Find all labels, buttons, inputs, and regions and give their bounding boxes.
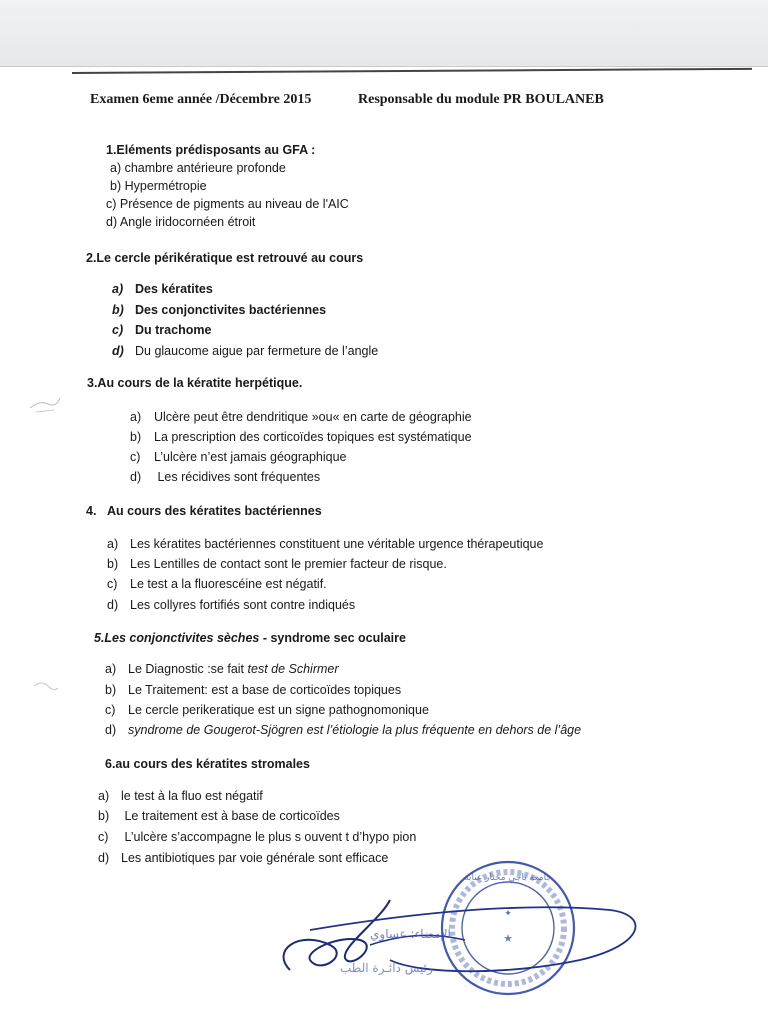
stamp-arabic-line-2: رئيس دائـرة الطب: [340, 961, 433, 975]
q1-option-a: a) chambre antérieure profonde: [110, 161, 286, 175]
question-4-title: 4. Au cours des kératites bactériennes: [86, 504, 322, 518]
question-1-title: 1.Eléments prédisposants au GFA :: [106, 143, 316, 157]
question-5-title: 5.Les conjonctivites sèches - syndrome sec oculaire: [94, 631, 406, 645]
q5-option-a: a) Le Diagnostic :se fait test de Schirmer: [105, 662, 339, 676]
stamp-ring-text: جامعة باجي مختار عنابة: [464, 873, 552, 883]
svg-text:✦: ✦: [504, 909, 512, 919]
stamp-arabic-line-1: الإمضاء: عساوي: [370, 927, 451, 941]
q5-option-c: c) Le cercle perikeratique est un signe pathognomonique: [105, 703, 429, 717]
question-3-title: 3.Au cours de la kératite herpétique.: [87, 376, 303, 390]
exam-title: Examen 6eme année /Décembre 2015: [90, 92, 312, 107]
q3-option-a: a) Ulcère peut être dendritique »ou« en carte de géographie: [130, 410, 472, 424]
margin-ink-mark: [30, 676, 60, 696]
question-6-title: 6.au cours des kératites stromales: [105, 757, 310, 771]
q4-option-a: a) Les kératites bactériennes constituent une véritable urgence thérapeutique: [107, 537, 544, 551]
signature-stamp-area: [250, 860, 670, 1020]
q6-option-d: d) Les antibiotiques par voie générale sont efficace: [98, 851, 389, 865]
q5-option-d: d) syndrome de Gougerot-Sjögren est l’étiologie la plus fréquente en dehors de l’âge: [105, 723, 582, 737]
q6-option-b: b) Le traitement est à base de corticoïdes: [98, 809, 340, 823]
q3-option-d: d) Les récidives sont fréquentes: [130, 470, 321, 484]
q1-option-b: b) Hypermétropie: [110, 179, 207, 193]
module-responsible: Responsable du module PR BOULANEB: [358, 92, 604, 107]
q4-option-b: b) Les Lentilles de contact sont le premier facteur de risque.: [107, 557, 447, 571]
q2-option-b: b) Des conjonctivites bactériennes: [112, 303, 327, 317]
q1-option-c: c) Présence de pigments au niveau de l'AIC: [106, 197, 349, 211]
q6-option-c: c) L’ulcère s’accompagne le plus s ouvent t d’hypo pion: [98, 830, 417, 844]
q2-option-c: c) Du trachome: [112, 323, 212, 337]
q5-option-b: b) Le Traitement: est a base de corticoïdes topiques: [105, 683, 402, 697]
q3-option-b: b) La prescription des corticoïdes topiques est systématique: [130, 430, 472, 444]
svg-text:★: ★: [503, 932, 513, 945]
page-top-fold: [0, 0, 768, 67]
q6-option-a: a) le test à la fluo est négatif: [98, 789, 263, 803]
q4-option-c: c) Le test a la fluorescéine est négatif.: [107, 577, 327, 591]
q1-option-d: d) Angle iridocornéen étroit: [106, 215, 256, 229]
official-stamp: [250, 860, 670, 1020]
margin-ink-mark: [26, 392, 62, 414]
q2-option-d: d) Du glaucome aigue par fermeture de l’angle: [112, 344, 379, 358]
q2-option-a: a) Des kératites: [112, 282, 213, 296]
question-2-title: 2.Le cercle périkératique est retrouvé au cours: [86, 251, 364, 265]
q4-option-d: d) Les collyres fortifiés sont contre indiqués: [107, 598, 356, 612]
q3-option-c: c) L’ulcère n’est jamais géographique: [130, 450, 347, 464]
header-rule: [72, 68, 752, 74]
